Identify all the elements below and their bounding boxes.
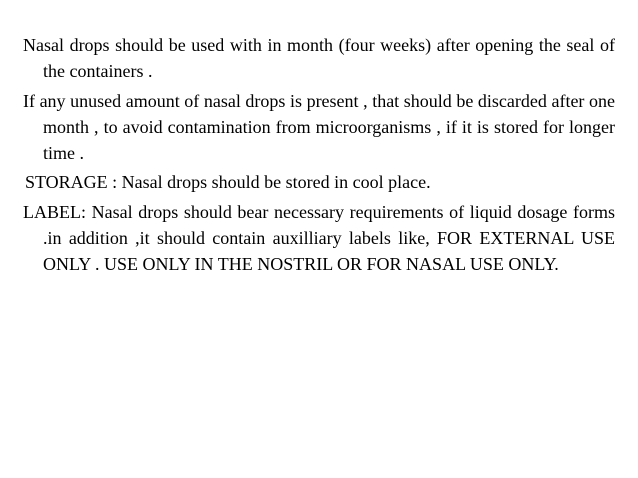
slide-body [23, 32, 615, 281]
paragraph-storage: STORAGE : Nasal drops should be stored in cool place. [25, 172, 431, 192]
paragraph-usage-period: Nasal drops should be used with in month (four weeks) after opening the seal of the containers . [23, 35, 615, 81]
paragraph-discard-unused: If any unused amount of nasal drops is present , that should be discarded after one month , to avoid contamination from microorganisms , if it is stored for longer time . [23, 91, 615, 163]
paragraph-label: LABEL: Nasal drops should bear necessary requirements of liquid dosage forms .in addition ,it should contain auxilliary labels like, FOR EXTERNAL USE ONLY . USE ONLY IN THE NOSTRIL OR FOR NASAL USE ONLY. [23, 202, 615, 274]
